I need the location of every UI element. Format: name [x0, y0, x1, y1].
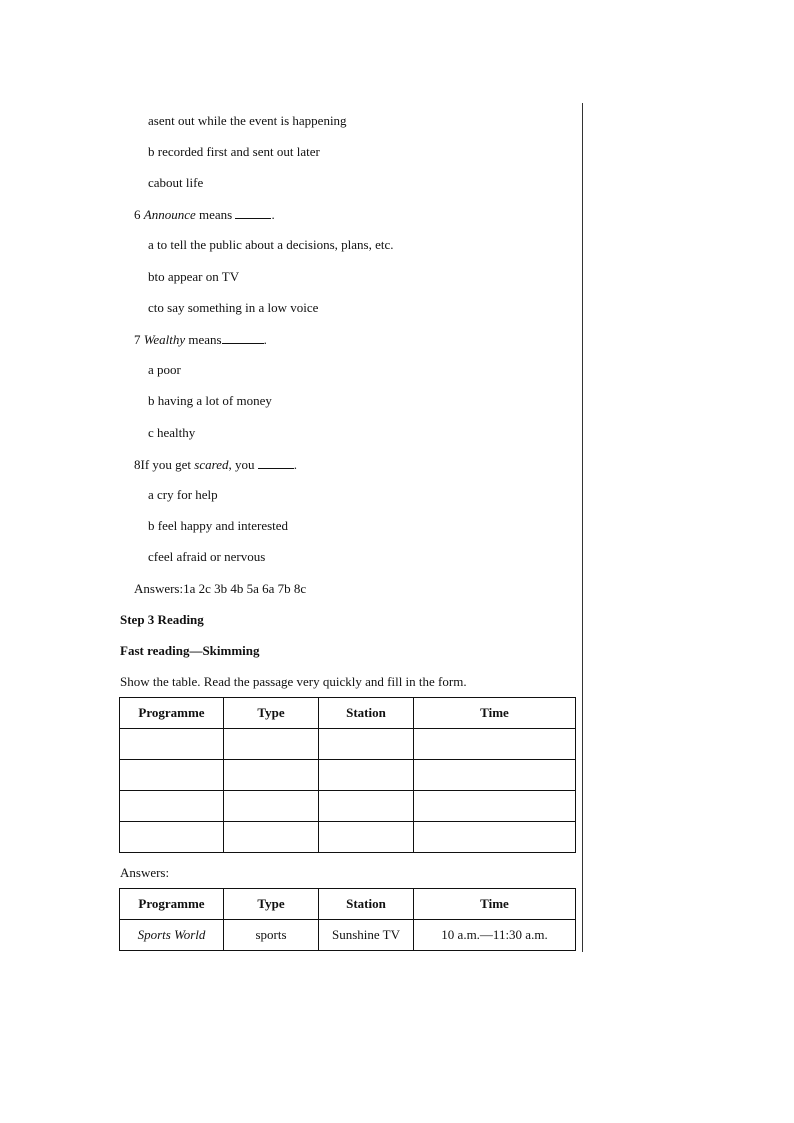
q7-number: 7 [134, 332, 144, 347]
q6-stem: means [195, 207, 236, 222]
table-row [120, 791, 576, 822]
question-6 [134, 206, 275, 223]
answer-table [119, 888, 576, 951]
q5-option-b: b recorded first and sent out later [148, 144, 320, 159]
table-row [120, 920, 576, 951]
table-row [120, 822, 576, 853]
answers-line: Answers:1a 2c 3b 4b 5a 6a 7b 8c [134, 581, 307, 596]
q8-stem: , you [228, 457, 258, 472]
q8-end: . [293, 457, 297, 472]
answer-header-station: Station [319, 889, 414, 920]
header-station: Station [319, 698, 414, 729]
answer-header-row [120, 889, 576, 920]
question-7 [134, 331, 267, 348]
table-cell [414, 822, 576, 853]
q7-option-b: b having a lot of money [148, 393, 272, 408]
q6-option-c: cto say something in a low voice [148, 300, 319, 315]
answer-station: Sunshine TV [319, 920, 414, 951]
q8-prefix: 8If you get [134, 457, 195, 472]
q7-blank [222, 331, 264, 344]
table-cell [319, 822, 414, 853]
step3-heading: Step 3 Reading [120, 612, 204, 627]
table-cell [224, 760, 319, 791]
table-cell [120, 760, 224, 791]
instruction-text: Show the table. Read the passage very quickly and fill in the form. [120, 674, 467, 689]
answer-header-type: Type [224, 889, 319, 920]
table-row [120, 729, 576, 760]
blank-form-table [119, 697, 576, 853]
q8-option-a: a cry for help [148, 487, 218, 502]
table-cell [414, 760, 576, 791]
q7-stem: means [185, 332, 222, 347]
answer-time: 10 a.m.—11:30 a.m. [414, 920, 576, 951]
table-cell [224, 822, 319, 853]
q7-option-c: c healthy [148, 425, 196, 440]
q8-blank [258, 456, 294, 469]
table-cell [319, 760, 414, 791]
q6-word: Announce [143, 207, 196, 222]
table-header-row [120, 698, 576, 729]
q5-option-a: asent out while the event is happening [148, 113, 347, 128]
answers-label: Answers: [120, 865, 170, 880]
q7-word: Wealthy [143, 332, 186, 347]
table-cell [120, 822, 224, 853]
table-row [120, 760, 576, 791]
q6-option-a: a to tell the public about a decisions, plans, etc. [148, 237, 394, 252]
q8-word: scared [194, 457, 229, 472]
header-programme: Programme [120, 698, 224, 729]
q6-number: 6 [134, 207, 144, 222]
q7-option-a: a poor [148, 362, 181, 377]
programme-name: Sports World [137, 927, 206, 942]
table-cell [224, 729, 319, 760]
q8-option-c: cfeel afraid or nervous [148, 549, 266, 564]
q6-end: . [271, 207, 275, 222]
table-cell [120, 791, 224, 822]
q5-option-c: cabout life [148, 175, 204, 190]
fast-reading-heading: Fast reading—Skimming [120, 643, 260, 658]
answer-header-programme: Programme [120, 889, 224, 920]
table-cell [224, 791, 319, 822]
q8-option-b: b feel happy and interested [148, 518, 289, 533]
answer-header-time: Time [414, 889, 576, 920]
margin-rule [582, 103, 583, 952]
question-8 [134, 456, 297, 473]
header-time: Time [414, 698, 576, 729]
table-cell [319, 729, 414, 760]
q7-end: . [263, 332, 267, 347]
header-type: Type [224, 698, 319, 729]
table-cell [414, 791, 576, 822]
q6-option-b: bto appear on TV [148, 269, 240, 284]
table-cell [120, 729, 224, 760]
table-cell [414, 729, 576, 760]
answer-type: sports [224, 920, 319, 951]
table-cell [319, 791, 414, 822]
q6-blank [235, 206, 271, 219]
answer-programme [120, 920, 224, 951]
